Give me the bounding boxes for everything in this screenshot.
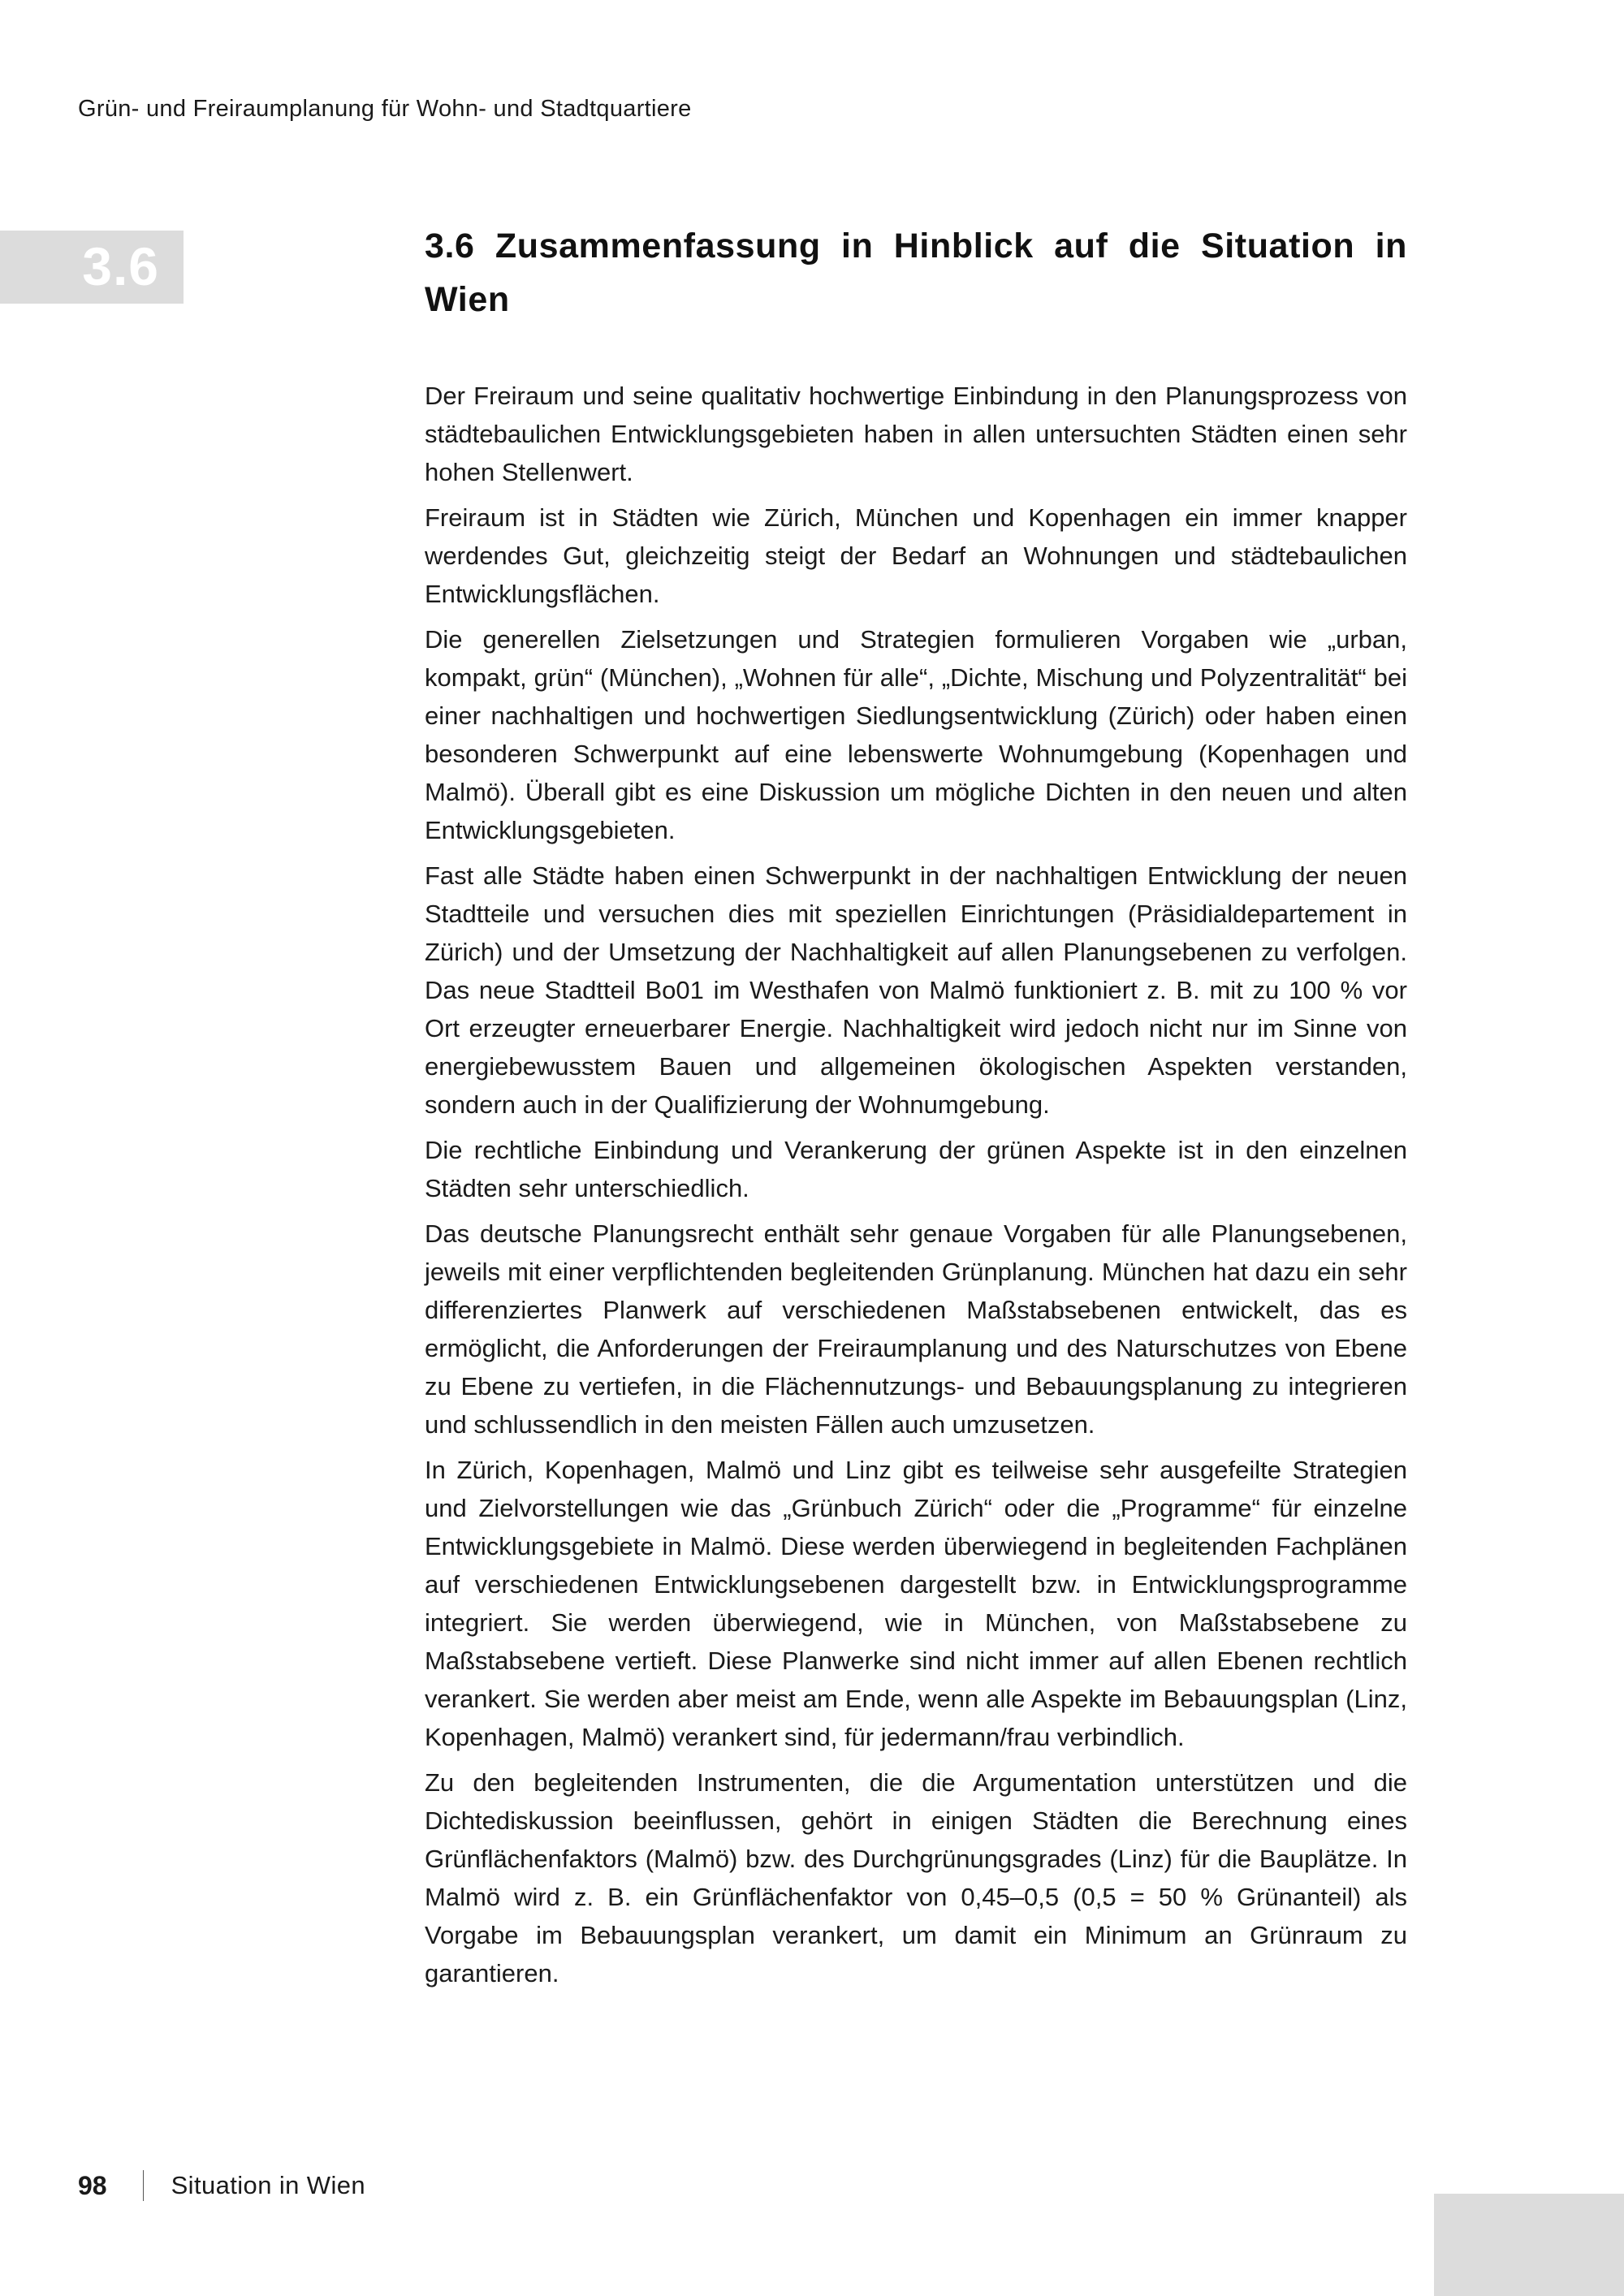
running-header: Grün- und Freiraumplanung für Wohn- und Stadtquartiere xyxy=(78,96,692,122)
chapter-tab xyxy=(0,231,184,304)
paragraph: Das deutsche Planungsrecht enthält sehr genaue Vorgaben für alle Planungsebenen, jeweils mit einer verpflichtenden begleitenden Grünplanung. München hat dazu ein sehr differenziertes Planwerk auf verschiedenen Maßstabsebenen entwickelt, das es ermöglicht, die Anforderungen der Freiraumplanung und des Naturschutzes von Ebene zu Ebene zu vertiefen, in die Flächennutzungs- und Bebauungsplanung zu integrieren und schlussendlich in den meisten Fällen auch umzusetzen. xyxy=(425,1219,1407,1439)
paragraph: Freiraum ist in Städten wie Zürich, München und Kopenhagen ein immer knapper werdendes Gut, gleichzeitig steigt der Bedarf an Wohnungen und städtebaulichen Entwicklungsflächen. xyxy=(425,503,1407,608)
page-footer xyxy=(78,2168,365,2203)
section-heading: 3.6 Zusammenfassung in Hinblick auf die Situation in Wien xyxy=(425,227,1407,319)
footer-divider xyxy=(143,2170,144,2201)
paragraph: Zu den begleitenden Instrumenten, die die Argumentation unterstützen und die Dichtediskussion beeinflussen, gehört in einigen Städten die Berechnung eines Grünflächenfaktors (Malmö) bzw. des Durchgrünungsgrades (Linz) für die Bauplätze. In Malmö wird z. B. ein Grünflächenfaktor von 0,45–0,5 (0,5 = 50 % Grünanteil) als Vorgabe im Bebauungsplan verankert, um damit ein Minimum an Grünraum zu garantieren. xyxy=(425,1768,1407,1987)
paragraph: Die rechtliche Einbindung und Verankerung der grünen Aspekte ist in den einzelnen Städten sehr unterschiedlich. xyxy=(425,1136,1407,1202)
corner-tab xyxy=(1434,2194,1624,2296)
paragraph: Der Freiraum und seine qualitativ hochwertige Einbindung in den Planungsprozess von städtebaulichen Entwicklungsgebieten haben in allen untersuchten Städten einen sehr hohen Stellenwert. xyxy=(425,382,1407,486)
page-number: 98 xyxy=(78,2170,107,2200)
paragraph: Die generellen Zielsetzungen und Strategien formulieren Vorgaben wie „urban, kompakt, grün“ (München), „Wohnen für alle“, „Dichte, Mischung und Polyzentralität“ bei einer nachhaltigen und hochwertigen Siedlungsentwicklung (Zürich) oder haben einen besonderen Schwerpunkt auf eine lebenswerte Wohnumgebung (Kopenhagen und Malmö). Überall gibt es eine Diskussion um mögliche Dichten in den neuen und alten Entwicklungsgebieten. xyxy=(425,625,1407,844)
footer-section-title: Situation in Wien xyxy=(171,2171,366,2199)
paragraph: In Zürich, Kopenhagen, Malmö und Linz gibt es teilweise sehr ausgefeilte Strategien und Zielvorstellungen wie das „Grünbuch Zürich“ oder die „Programme“ für einzelne Entwicklungsgebiete in Malmö. Diese werden überwiegend in begleitenden Fachplänen auf verschiedenen Entwicklungsebenen dargestellt bzw. in Entwicklungsprogramme integriert. Sie werden überwiegend, wie in München, von Maßstabsebene zu Maßstabsebene vertieft. Diese Planwerke sind nicht immer auf allen Ebenen rechtlich verankert. Sie werden aber meist am Ende, wenn alle Aspekte im Bebauungsplan (Linz, Kopenhagen, Malmö) verankert sind, für jedermann/frau verbindlich. xyxy=(425,1456,1407,1751)
body-text xyxy=(425,377,1407,2000)
chapter-tab-number: 3.6 xyxy=(82,236,159,296)
paragraph: Fast alle Städte haben einen Schwerpunkt in der nachhaltigen Entwicklung der neuen Stadtteile und versuchen dies mit speziellen Einrichtungen (Präsidialdepartement in Zürich) und der Umsetzung der Nachhaltigkeit auf allen Planungsebenen zu verfolgen. Das neue Stadtteil Bo01 im Westhafen von Malmö funktioniert z. B. mit zu 100 % vor Ort erzeugter erneuerbarer Energie. Nachhaltigkeit wird jedoch nicht nur im Sinne von energiebewusstem Bauen und allgemeinen ökologischen Aspekten verstanden, sondern auch in der Qualifizierung der Wohnumgebung. xyxy=(425,861,1407,1119)
